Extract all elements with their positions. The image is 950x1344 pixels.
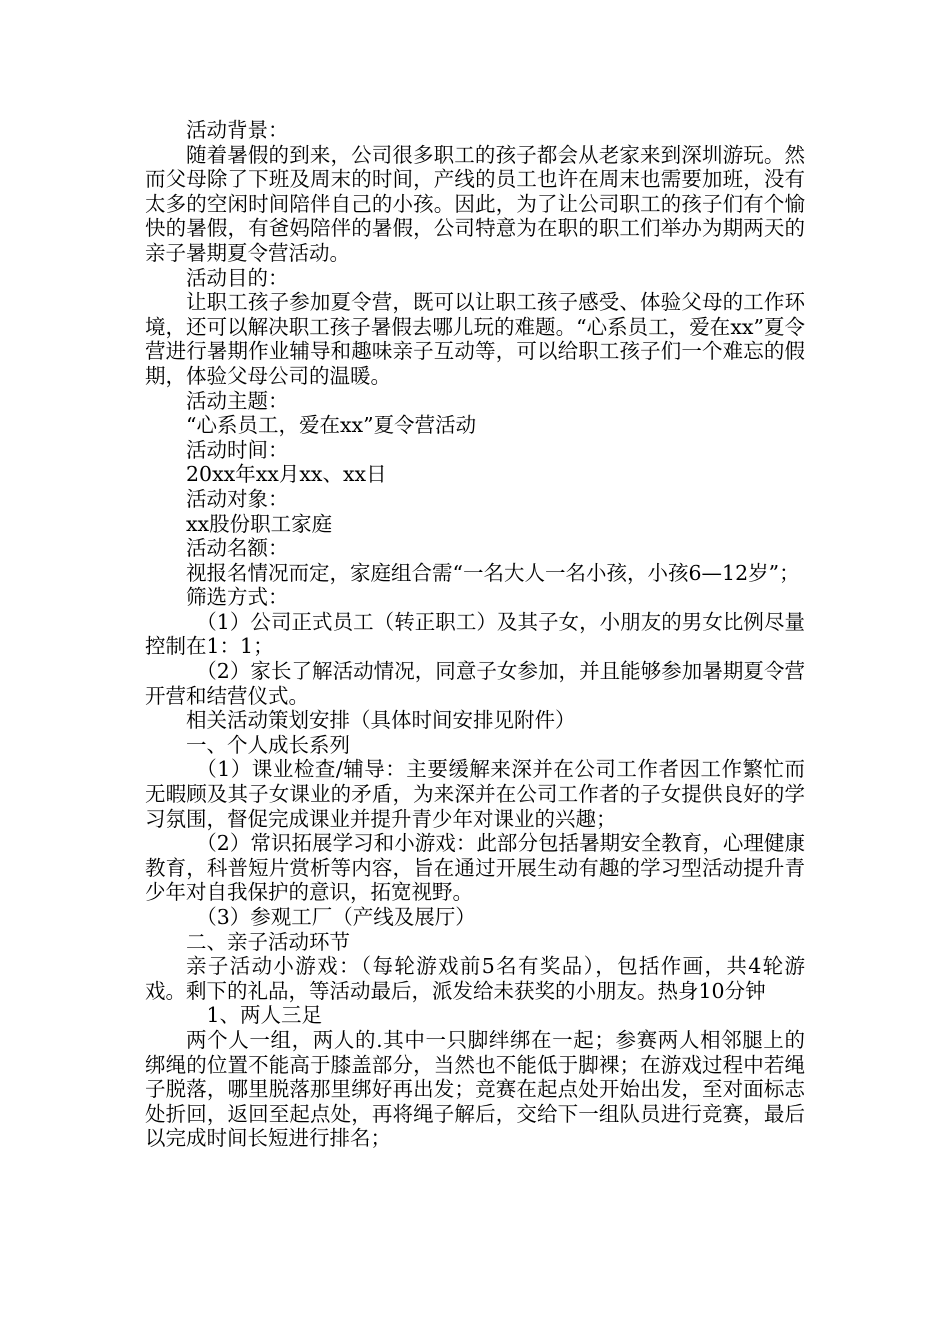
subsection-heading-growth: 一、个人成长系列 — [186, 732, 350, 757]
selection-item-2: （2）家长了解活动情况，同意子女参加，并且能够参加暑期夏令营开营和结营仪式。 — [145, 659, 805, 708]
growth-item-2: （2）常识拓展学习和小游戏：此部分包括暑期安全教育，心理健康教育，科普短片赏析等内容，旨在通过开展生动有趣的学习型活动提升青少年对自我保护的意识，拓宽视野。 — [145, 831, 805, 905]
paragraph-quota: 视报名情况而定，家庭组合需“一名大人一名小孩，小孩6—12岁”； — [186, 560, 800, 585]
section-heading-plan: 相关活动策划安排（具体时间安排见附件） — [186, 708, 576, 733]
subsection-heading-parent-child: 二、亲子活动环节 — [186, 929, 350, 954]
section-heading-purpose: 活动目的： — [186, 265, 289, 290]
section-heading-time: 活动时间： — [186, 437, 289, 462]
paragraph-audience: xx股份职工家庭 — [186, 511, 333, 536]
growth-item-3: （3）参观工厂（产线及展厅） — [196, 905, 476, 929]
document-body — [145, 118, 805, 1151]
paragraph-time: 20xx年xx月xx、xx日 — [186, 462, 387, 487]
section-heading-theme: 活动主题： — [186, 388, 289, 413]
section-heading-audience: 活动对象： — [186, 486, 289, 511]
section-heading-selection: 筛选方式： — [186, 585, 289, 610]
paragraph-theme: “心系员工，爱在xx”夏令营活动 — [186, 413, 477, 438]
game-heading-three-legged: 1、两人三足 — [206, 1003, 323, 1028]
growth-item-1: （1）课业检查/辅导：主要缓解来深并在公司工作者因工作繁忙而无暇顾及其子女课业的矛盾，为来深并在公司工作者的子女提供良好的学习氛围，督促完成课业并提升青少年对课业的兴趣； — [145, 757, 805, 831]
selection-item-1: （1）公司正式员工（转正职工）及其子女，小朋友的男女比例尽量控制在1：1； — [145, 609, 805, 659]
section-heading-quota: 活动名额： — [186, 536, 289, 561]
paragraph-games: 亲子活动小游戏：（每轮游戏前5名有奖品），包括作画，共4轮游戏。剩下的礼品，等活动最后，派发给未获奖的小朋友。热身10分钟 — [145, 954, 805, 1003]
section-heading-background: 活动背景： — [186, 118, 289, 142]
paragraph-purpose: 让职工孩子参加夏令营，既可以让职工孩子感受、体验父母的工作环境，还可以解决职工孩子暑假去哪儿玩的难题。“心系员工，爱在xx”夏令营进行暑期作业辅导和趣味亲子互动等，可以给职工孩子们一个难忘的假期，体验父母公司的温暖。 — [145, 290, 805, 388]
paragraph-background: 随着暑假的到来，公司很多职工的孩子都会从老家来到深圳游玩。然而父母除了下班及周末的时间，产线的员工也许在周末也需要加班，没有太多的空闲时间陪伴自己的小孩。因此，为了让公司职工的孩子们有个愉快的暑假，有爸妈陪伴的暑假，公司特意为在职的职工们举办为期两天的亲子暑期夏令营活动。 — [145, 142, 805, 265]
paragraph-three-legged: 两个人一组，两人的.其中一只脚绊绑在一起；参赛两人相邻腿上的绑绳的位置不能高于膝盖部分，当然也不能低于脚裸；在游戏过程中若绳子脱落，哪里脱落那里绑好再出发；竞赛在起点处开始出发，至对面标志处折回，返回至起点处，再将绳子解后，交给下一组队员进行竞赛，最后以完成时间长短进行排名； — [145, 1027, 805, 1151]
